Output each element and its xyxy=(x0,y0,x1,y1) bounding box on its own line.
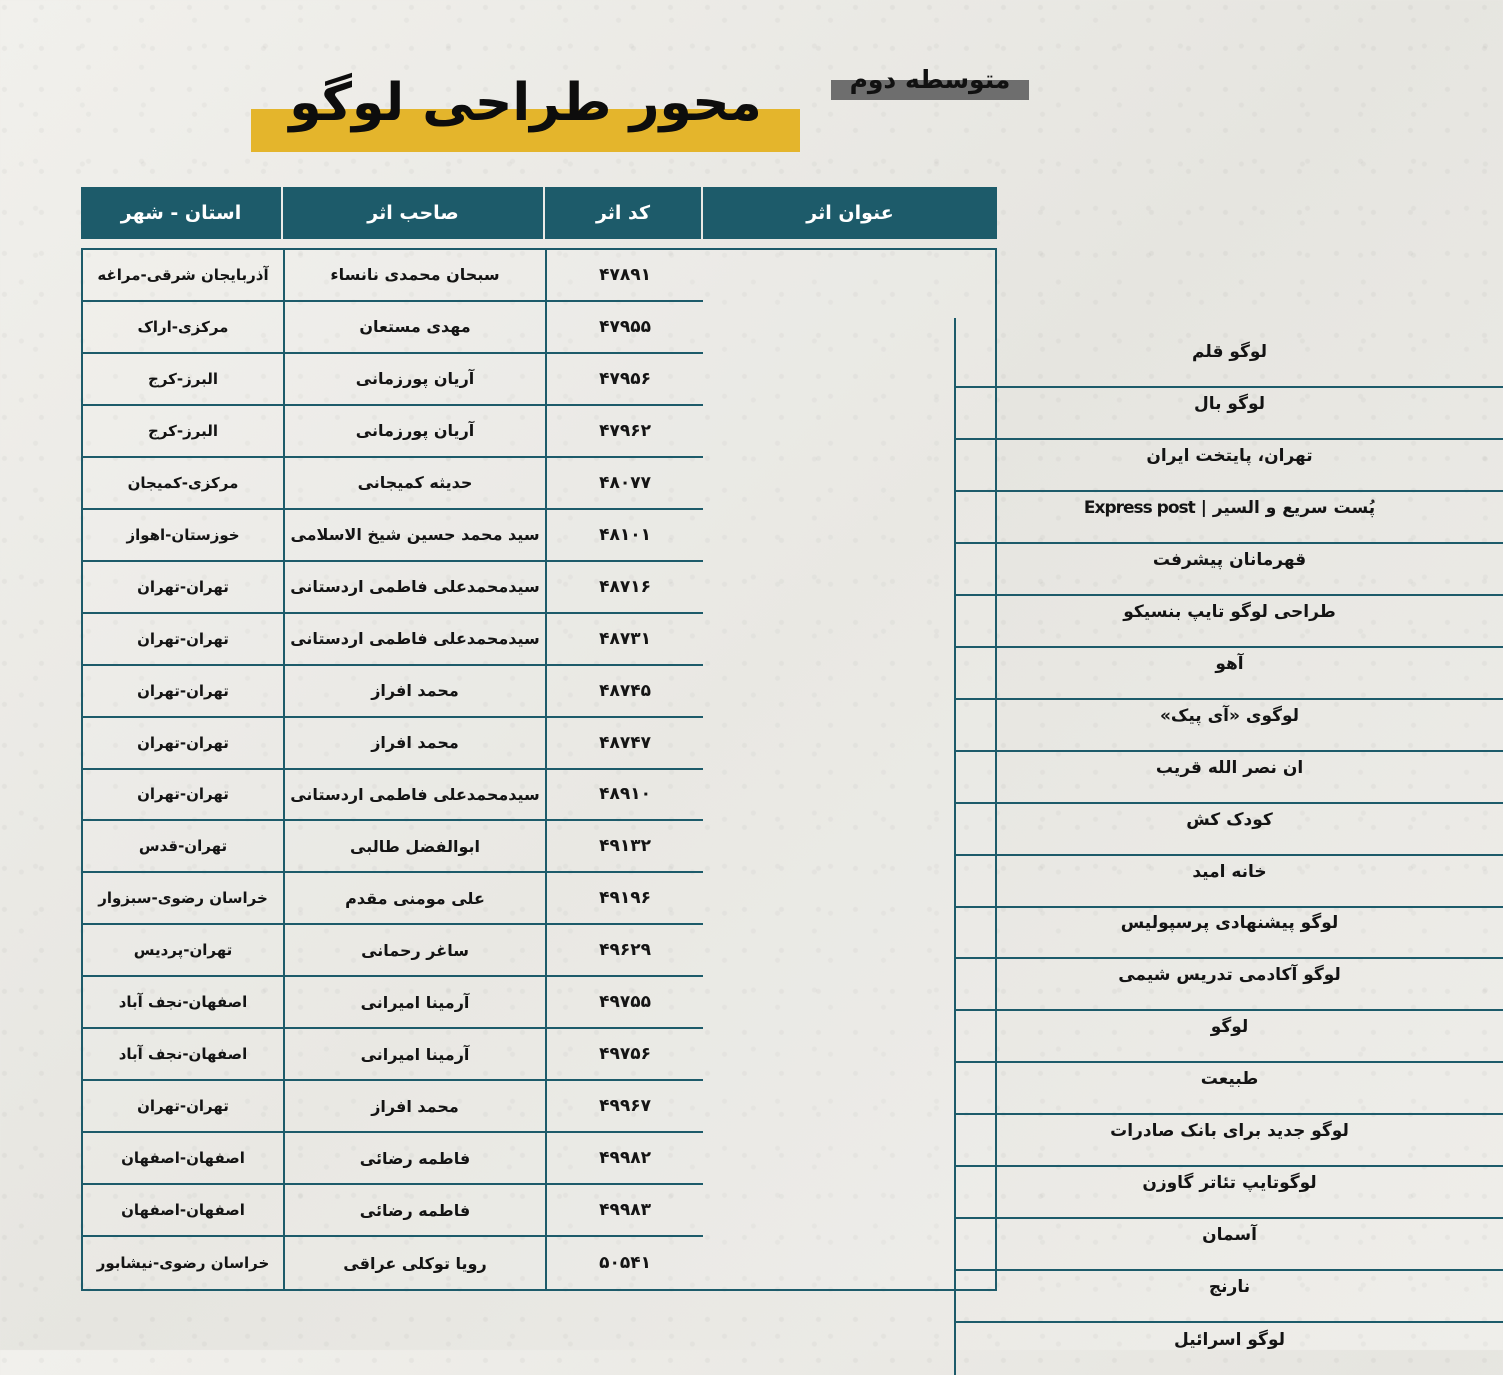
cell-code: ۴۹۱۳۲ xyxy=(545,821,703,873)
cell-city: خراسان رضوی-نیشابور xyxy=(96,1254,270,1273)
cell-owner: محمد افراز xyxy=(283,718,545,770)
cell-city: اصفهان-نجف آباد xyxy=(83,977,283,1029)
cell-owner: سیدمحمدعلی فاطمی اردستانی xyxy=(283,562,545,614)
cell-title: ان نصر الله قریب xyxy=(954,734,1503,804)
cell-owner: رویا توکلی عراقی xyxy=(283,1237,545,1289)
cell-title: آسمان xyxy=(954,1201,1503,1271)
cell-code: ۴۸۰۷۷ xyxy=(545,458,703,510)
cell-city: مرکزی-اراک xyxy=(83,302,283,354)
cell-owner: آریان پورزمانی xyxy=(283,406,545,458)
cell-code: ۴۸۷۳۱ xyxy=(545,614,703,666)
cell-city: تهران-تهران xyxy=(83,562,283,614)
cell-city: تهران-تهران xyxy=(83,770,283,822)
cell-city: خراسان رضوی-سبزوار xyxy=(83,873,283,925)
cell-owner: سیدمحمدعلی فاطمی اردستانی xyxy=(283,770,545,822)
cell-title: لوگو xyxy=(954,993,1503,1063)
cell-title: لوگو قلم xyxy=(954,318,1503,388)
cell-title: لوگوتایپ تئاتر گاوزن xyxy=(954,1149,1503,1219)
cell-owner: فاطمه رضائی xyxy=(283,1133,545,1185)
cell-code: ۴۹۹۸۲ xyxy=(545,1133,703,1185)
cell-title: خانه امید xyxy=(954,838,1503,908)
cell-title: نارنج xyxy=(954,1253,1503,1323)
column-header-code: کد اثر xyxy=(545,187,701,239)
cell-code: ۴۸۹۱۰ xyxy=(545,770,703,822)
cell-title: لوگو اسرائیل xyxy=(954,1305,1503,1375)
cell-owner: محمد افراز xyxy=(283,1081,545,1133)
cell-code: ۴۷۸۹۱ xyxy=(545,250,703,302)
cell-title: لوگو بال xyxy=(954,370,1503,440)
cell-code: ۴۹۶۲۹ xyxy=(545,925,703,977)
results-table xyxy=(81,248,1376,1351)
cell-code: ۴۹۷۵۵ xyxy=(545,977,703,1029)
cell-city: تهران-تهران xyxy=(83,1081,283,1133)
cell-owner: ابوالفضل طالبی xyxy=(283,821,545,873)
cell-owner: محمد افراز xyxy=(283,666,545,718)
cell-owner: سید محمد حسین شیخ الاسلامی xyxy=(283,510,545,562)
cell-city: تهران-قدس xyxy=(83,821,283,873)
cell-code: ۵۰۵۴۱ xyxy=(545,1237,703,1289)
cell-owner: آریان پورزمانی xyxy=(283,354,545,406)
cell-code: ۴۷۹۵۵ xyxy=(545,302,703,354)
cell-owner: فاطمه رضائی xyxy=(283,1185,545,1237)
column-header-owner: صاحب اثر xyxy=(283,187,543,239)
cell-title: تهران، پایتخت ایران xyxy=(954,422,1503,492)
cell-owner: آرمینا امیرانی xyxy=(283,977,545,1029)
cell-code: ۴۸۷۴۷ xyxy=(545,718,703,770)
cell-city: خوزستان-اهواز xyxy=(83,510,283,562)
cell-owner: سبحان محمدی نانساء xyxy=(283,250,545,302)
cell-city: اصفهان-اصفهان xyxy=(83,1185,283,1237)
cell-city: تهران-تهران xyxy=(83,718,283,770)
grade-subtitle: متوسطه دوم xyxy=(849,65,1011,94)
cell-code: ۴۹۹۶۷ xyxy=(545,1081,703,1133)
column-header-title: عنوان اثر xyxy=(703,187,997,239)
cell-title: لوگوی «آی پیک» xyxy=(954,682,1503,752)
cell-owner: ساغر رحمانی xyxy=(283,925,545,977)
cell-city: مرکزی-کمیجان xyxy=(83,458,283,510)
cell-city: آذربایجان شرقی-مراغه xyxy=(83,250,283,302)
cell-owner: علی مومنی مقدم xyxy=(283,873,545,925)
cell-city: تهران-تهران xyxy=(83,614,283,666)
cell-city: تهران-تهران xyxy=(83,666,283,718)
cell-title: لوگو جدید برای بانک صادرات xyxy=(954,1097,1503,1167)
cell-code: ۴۸۷۴۵ xyxy=(545,666,703,718)
cell-code: ۴۷۹۶۲ xyxy=(545,406,703,458)
cell-code: ۴۹۹۸۳ xyxy=(545,1185,703,1237)
cell-owner: حدیثه کمیجانی xyxy=(283,458,545,510)
cell-title: طراحی لوگو تایپ بنسیکو xyxy=(954,578,1503,648)
cell-title: پُست سریع و السیر | Express post xyxy=(954,474,1503,544)
cell-city: تهران-پردیس xyxy=(83,925,283,977)
cell-title: طبیعت xyxy=(954,1045,1503,1115)
cell-title: کودک کش xyxy=(954,786,1503,856)
cell-code: ۴۸۷۱۶ xyxy=(545,562,703,614)
cell-title: آهو xyxy=(954,630,1503,700)
cell-city: البرز-کرج xyxy=(83,354,283,406)
cell-city: البرز-کرج xyxy=(83,406,283,458)
cell-owner: مهدی مستعان xyxy=(283,302,545,354)
column-header-city: استان - شهر xyxy=(81,187,281,239)
cell-owner: سیدمحمدعلی فاطمی اردستانی xyxy=(283,614,545,666)
cell-city: اصفهان-اصفهان xyxy=(83,1133,283,1185)
cell-owner: آرمینا امیرانی xyxy=(283,1029,545,1081)
page-title: محور طراحی لوگو xyxy=(289,73,762,133)
cell-code: ۴۹۱۹۶ xyxy=(545,873,703,925)
cell-code: ۴۹۷۵۶ xyxy=(545,1029,703,1081)
cell-code: ۴۷۹۵۶ xyxy=(545,354,703,406)
cell-code: ۴۸۱۰۱ xyxy=(545,510,703,562)
cell-city: اصفهان-نجف آباد xyxy=(83,1029,283,1081)
cell-title: لوگو پیشنهادی پرسپولیس xyxy=(954,889,1503,959)
cell-title: قهرمانان پیشرفت xyxy=(954,526,1503,596)
cell-title: لوگو آکادمی تدریس شیمی xyxy=(954,941,1503,1011)
